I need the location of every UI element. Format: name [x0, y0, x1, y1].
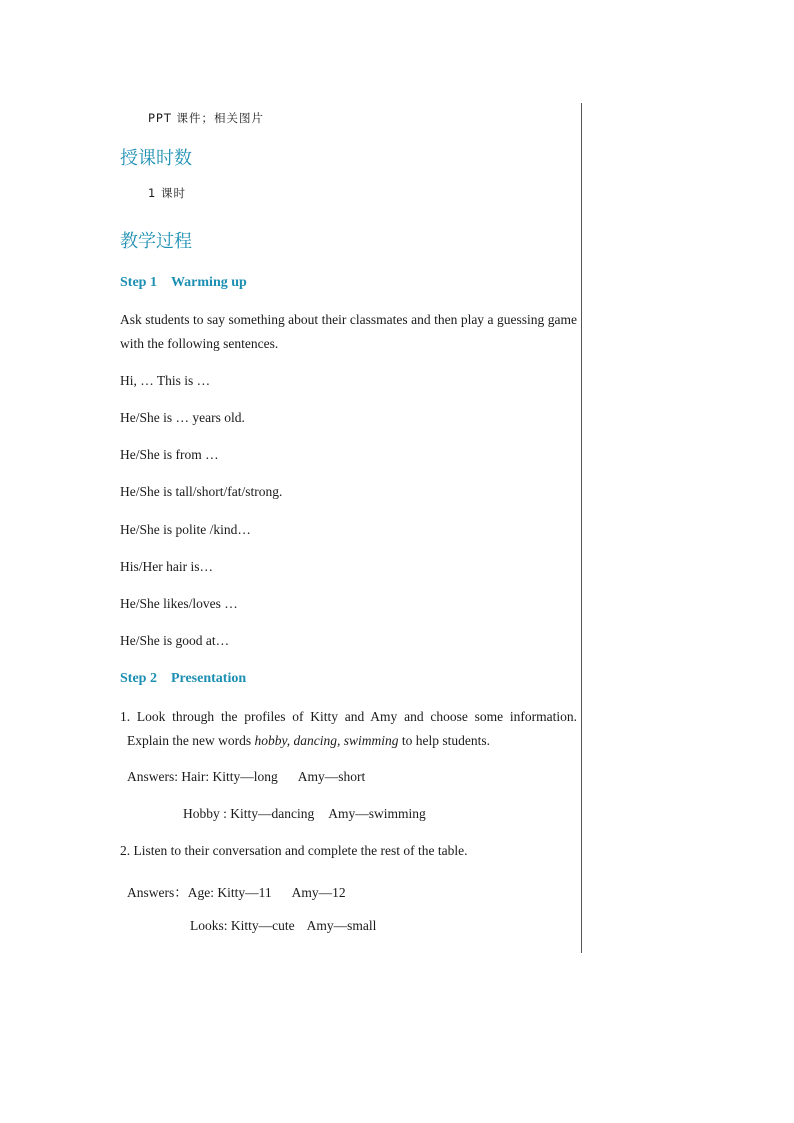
hair-amy: Amy—short: [297, 769, 366, 784]
sentence-6: His/Her hair is…: [120, 559, 213, 574]
answers-hair-label: Answers: Hair:: [127, 769, 210, 784]
sentence-4: He/She is tall/short/fat/strong.: [120, 484, 283, 499]
looks-amy: Amy—small: [306, 918, 377, 933]
hobby-label: Hobby :: [183, 806, 227, 821]
step2-item2: 2. Listen to their conversation and complete the rest of the table.: [120, 843, 468, 858]
looks-kitty: Kitty—cute: [230, 918, 295, 933]
age-amy: Amy—12: [291, 885, 346, 900]
item1-line-b: [120, 729, 577, 753]
sentence-7: He/She likes/loves …: [120, 596, 238, 611]
hair-kitty: Kitty—long: [212, 769, 278, 784]
sentence-5: He/She is polite /kind…: [120, 522, 251, 537]
process-heading: 教学过程: [120, 231, 192, 252]
hours-value: 1 课时: [148, 186, 186, 200]
hours-heading: 授课时数: [120, 148, 192, 169]
age-kitty: Kitty—11: [217, 885, 272, 900]
looks-label: Looks:: [190, 918, 228, 933]
table-border-line: [581, 103, 582, 953]
item1-explain-text: Explain the new words: [127, 733, 252, 748]
hobby-kitty: Kitty—dancing: [230, 806, 315, 821]
sentence-1: Hi, … This is …: [120, 373, 211, 388]
answers-age-label: Answers：Age:: [127, 885, 214, 900]
item1-answers-hair: [127, 769, 365, 785]
step2-number: Step 2: [120, 671, 157, 686]
materials-text: PPT 课件；相关图片: [148, 111, 265, 125]
item1-new-words: hobby, dancing, swimming: [254, 733, 399, 748]
sentence-8: He/She is good at…: [120, 633, 230, 648]
item2-answers-looks: [190, 918, 376, 934]
step2-heading: [120, 671, 246, 687]
item1-help-text: to help students.: [401, 733, 490, 748]
hobby-amy: Amy—swimming: [328, 806, 426, 821]
sentence-3: He/She is from …: [120, 447, 219, 462]
item1-line-a: 1. Look through the profiles of Kitty and Amy and choose some information.: [120, 709, 577, 724]
step2-item1: [120, 705, 577, 753]
item1-answers-hobby: [183, 806, 426, 822]
step1-intro: Ask students to say something about their classmates and then play a guessing game with the following sentences.: [120, 312, 577, 351]
step1-title: Warming up: [170, 275, 247, 290]
step2-title: Presentation: [170, 671, 247, 686]
sentence-2: He/She is … years old.: [120, 410, 245, 425]
item2-answers-age: [127, 881, 346, 901]
step1-number: Step 1: [120, 275, 157, 290]
step1-heading: [120, 275, 247, 291]
